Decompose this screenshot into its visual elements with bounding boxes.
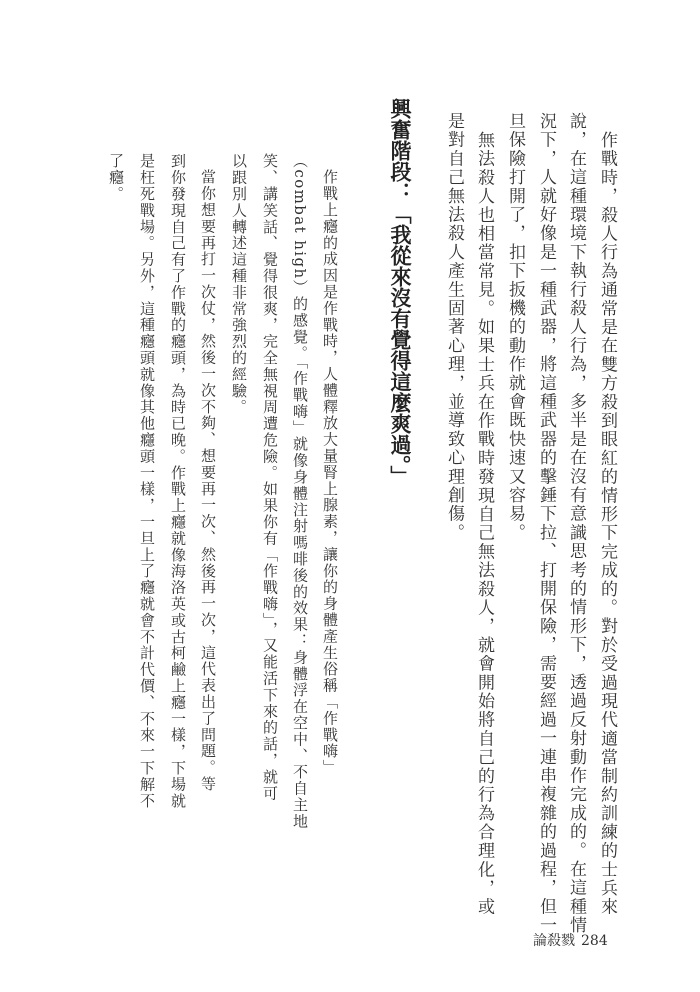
book-title: 論殺戮 (533, 933, 575, 949)
section-column-5: 當你想要再打一次仗，然後一次不夠、想要再一次、然後再一次，這代表出了問題。等 (199, 169, 217, 793)
section-column-6: 到你發現自己有了作戰的癮頭，為時已晚。作戰上癮就像海洛英或古柯鹼上癮一樣，下場就 (169, 153, 187, 809)
page-number: 284 (581, 933, 608, 949)
page-footer (533, 930, 614, 950)
main-column-5: 無法殺人也相當常見。如果士兵在作戰時發現自己無法殺人，就會開始將自己的行為合理化，或 (474, 130, 494, 917)
section-column-3: 笑、講笑話、覺得很爽，完全無視周遭危險。如果你有「作戰嗨」，又能活下來的話，就可 (261, 153, 279, 802)
section-heading: 興奮階段：「我從來沒有覺得這麼爽過。」 (388, 98, 412, 487)
main-column-1: 作戰時，殺人行為通常是在雙方殺到眼紅的情形下完成的。對於受過現代適當制約訓練的士兵來 (597, 130, 617, 917)
section-column-2: （combat high）的感覺。「作戰嗨」就像身體注射嗎啡後的效果：身體浮在空中、不自主地 (291, 153, 309, 830)
section-column-1: 作戰上癮的成因是作戰時，人體釋放大量腎上腺素，讓你的身體產生俗稱「作戰嗨」 (321, 169, 339, 777)
main-column-3: 況下，人就好像是一種武器，將這種武器的擊錘下拉、打開保險，需要經過一連串複雜的過程，但一 (536, 112, 556, 935)
main-column-6: 是對自己無法殺人產生固著心理，並導致心理創傷。 (444, 112, 464, 543)
section-column-8: 了癮。 (107, 153, 125, 203)
section-column-7: 是枉死戰場。另外，這種癮頭就像其他癮頭一樣，一旦上了癮就會不計代價、不來一下解不 (138, 153, 156, 809)
section-column-4: 以跟別人轉述這種非常強烈的經驗。 (230, 153, 248, 416)
main-column-2: 說，在這種環境下執行殺人行為，多半是在沒有意識思考的情形下，透過反射動作完成的。在這種情 (566, 112, 586, 935)
main-column-4: 旦保險打開了，扣下扳機的動作就會既快速又容易。 (505, 112, 525, 543)
